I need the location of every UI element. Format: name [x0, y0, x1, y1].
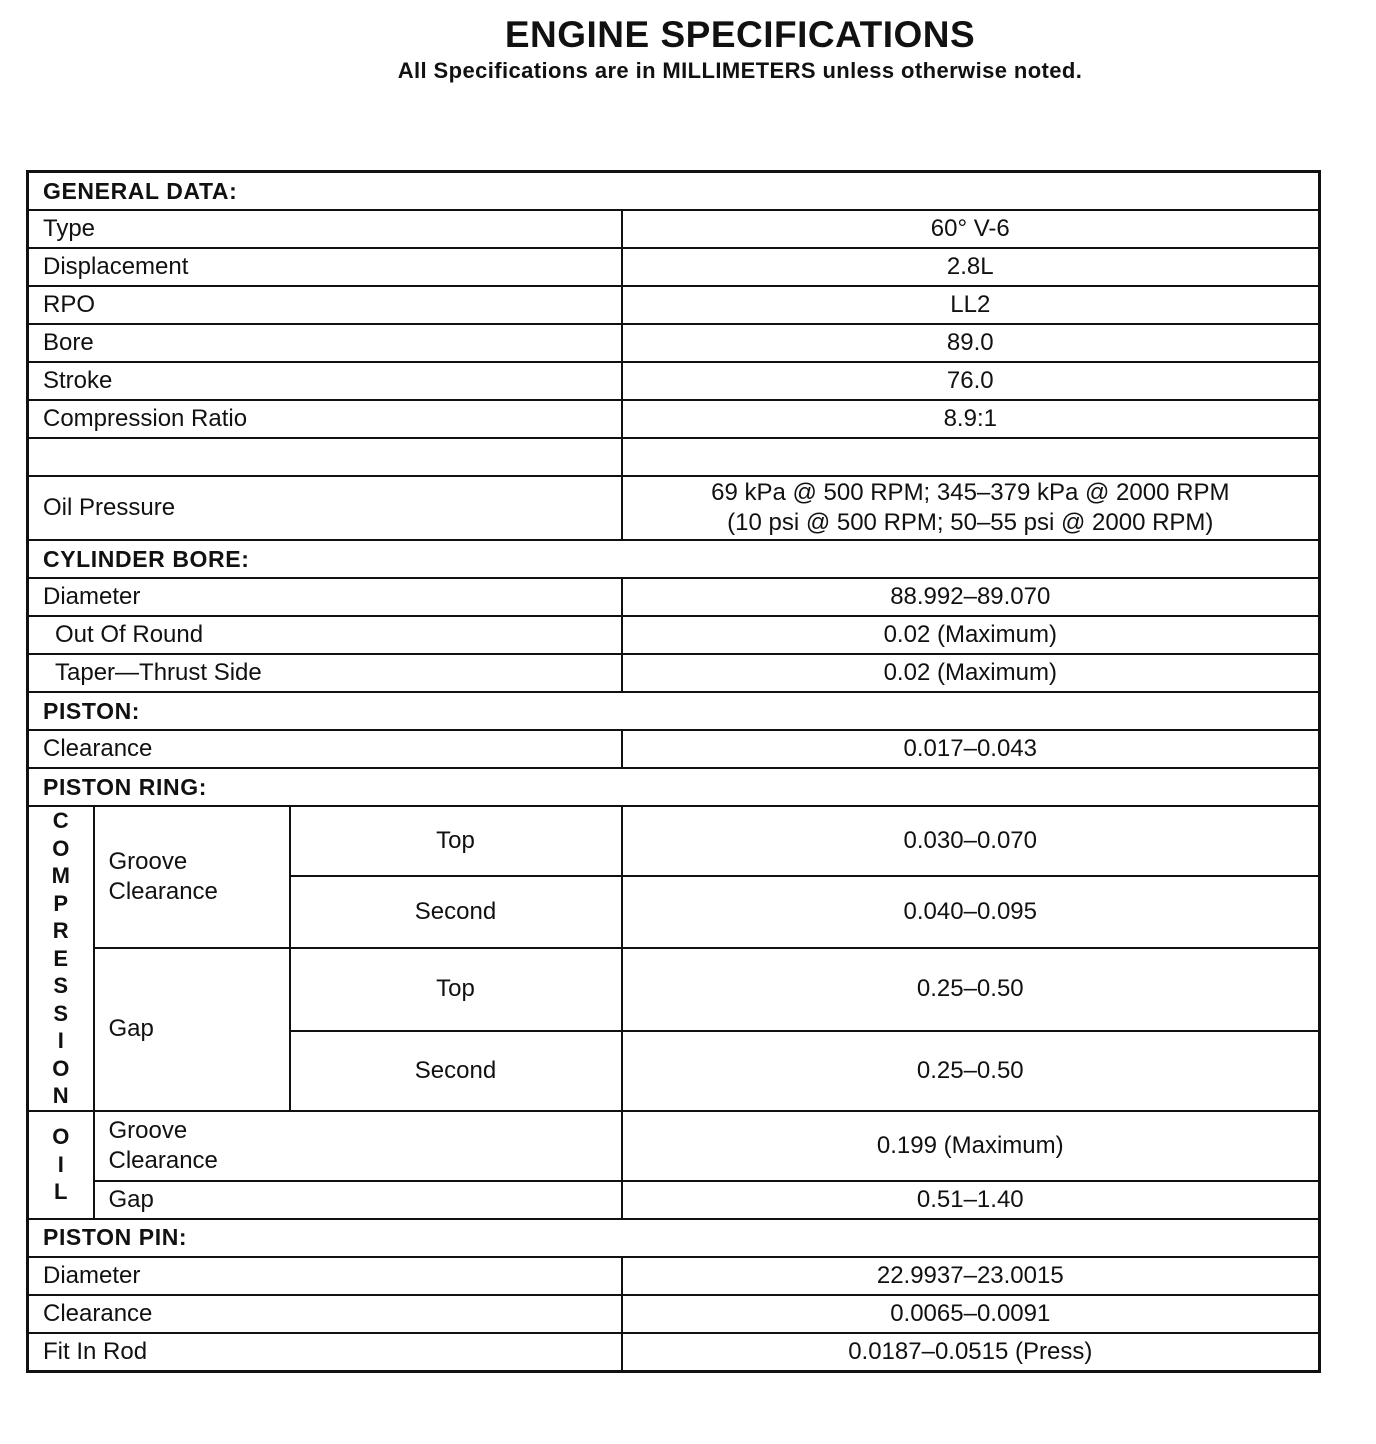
section-heading-cylinder-bore: CYLINDER BORE: — [28, 540, 1320, 578]
table-row — [28, 210, 1320, 248]
compression-letter: C — [52, 808, 69, 833]
engine-spec-table — [26, 170, 1321, 1373]
groove-top-label: Top — [290, 806, 622, 876]
compression-letter: O — [52, 835, 70, 861]
compression-letter: M — [51, 863, 70, 888]
gap-top-label: Top — [290, 948, 622, 1031]
row-value-bore: 89.0 — [622, 324, 1320, 362]
oil-groove-value: 0.199 (Maximum) — [622, 1111, 1320, 1181]
page-subtitle: All Specifications are in MILLIMETERS unless otherwise noted. — [397, 58, 1083, 83]
groove-second-value: 0.040–0.095 — [622, 876, 1320, 948]
table-row — [28, 654, 1320, 692]
row-value-oil-pressure — [622, 476, 1320, 540]
oil-letter: I — [57, 1151, 64, 1177]
table-row-empty — [28, 438, 1320, 476]
empty-cell — [622, 438, 1320, 476]
row-label-piston-clearance: Clearance — [28, 730, 622, 768]
row-value-fit-in-rod: 0.0187–0.0515 (Press) — [622, 1333, 1320, 1372]
oil-vertical-label — [28, 1111, 94, 1219]
row-value-compression-ratio: 8.9:1 — [622, 400, 1320, 438]
oil-gap-label: Gap — [94, 1181, 622, 1219]
table-row — [28, 948, 1320, 1031]
gap-second-label: Second — [290, 1031, 622, 1111]
row-label-bore: Bore — [28, 324, 622, 362]
oil-groove-line1: Groove — [108, 1116, 188, 1144]
section-heading-piston-pin: PISTON PIN: — [28, 1219, 1320, 1257]
section-heading-piston: PISTON: — [28, 692, 1320, 730]
compression-vertical-label — [28, 806, 94, 1111]
section-heading-general: GENERAL DATA: — [28, 172, 1320, 211]
table-row — [28, 362, 1320, 400]
compression-letters — [43, 807, 79, 1110]
row-label-bore-diameter: Diameter — [28, 578, 622, 616]
compression-letter: R — [52, 918, 69, 943]
gap-top-value: 0.25–0.50 — [622, 948, 1320, 1031]
oil-pressure-line2: (10 psi @ 500 RPM; 50–55 psi @ 2000 RPM) — [727, 509, 1214, 536]
page-title: ENGINE SPECIFICATIONS — [504, 14, 976, 55]
row-value-displacement: 2.8L — [622, 248, 1320, 286]
table-row — [28, 400, 1320, 438]
gap-label: Gap — [94, 948, 290, 1111]
row-label-displacement: Displacement — [28, 248, 622, 286]
table-row — [28, 1111, 1320, 1181]
section-row-cylinder-bore — [28, 540, 1320, 578]
oil-letter: O — [52, 1124, 70, 1150]
table-row — [28, 324, 1320, 362]
row-value-pin-clearance: 0.0065–0.0091 — [622, 1295, 1320, 1333]
oil-letter: L — [54, 1179, 68, 1205]
row-label-out-of-round: Out Of Round — [28, 616, 622, 654]
section-row-general — [28, 172, 1320, 211]
groove-clearance-label — [94, 806, 290, 948]
row-label-stroke: Stroke — [28, 362, 622, 400]
groove-clearance-line2: Clearance — [108, 878, 218, 905]
groove-second-label: Second — [290, 876, 622, 948]
row-label-compression-ratio: Compression Ratio — [28, 400, 622, 438]
empty-cell — [28, 438, 622, 476]
oil-pressure-line1: 69 kPa @ 500 RPM; 345–379 kPa @ 2000 RPM — [711, 479, 1230, 506]
table-row — [28, 616, 1320, 654]
row-label-oil-pressure: Oil Pressure — [28, 476, 622, 540]
groove-clearance-line1: Groove — [108, 848, 188, 875]
oil-groove-line2: Clearance — [108, 1146, 218, 1174]
row-value-taper: 0.02 (Maximum) — [622, 654, 1320, 692]
table-row — [28, 286, 1320, 324]
row-value-out-of-round: 0.02 (Maximum) — [622, 616, 1320, 654]
table-row — [28, 730, 1320, 768]
compression-letter: P — [53, 890, 69, 916]
row-label-pin-clearance: Clearance — [28, 1295, 622, 1333]
row-value-stroke: 76.0 — [622, 362, 1320, 400]
compression-letter: E — [53, 945, 69, 971]
row-label-rpo: RPO — [28, 286, 622, 324]
row-label-pin-diameter: Diameter — [28, 1257, 622, 1295]
section-row-piston-pin — [28, 1219, 1320, 1257]
oil-gap-value: 0.51–1.40 — [622, 1181, 1320, 1219]
table-row — [28, 1295, 1320, 1333]
row-label-taper: Taper—Thrust Side — [28, 654, 622, 692]
table-row — [28, 806, 1320, 876]
row-value-piston-clearance: 0.017–0.043 — [622, 730, 1320, 768]
table-row — [28, 1333, 1320, 1372]
row-label-type: Type — [28, 210, 622, 248]
compression-letter: N — [52, 1083, 69, 1108]
compression-letter: S — [53, 973, 69, 998]
compression-letter: S — [53, 1000, 69, 1026]
row-value-rpo: LL2 — [622, 286, 1320, 324]
section-row-piston — [28, 692, 1320, 730]
oil-letters — [43, 1123, 79, 1206]
row-value-pin-diameter: 22.9937–23.0015 — [622, 1257, 1320, 1295]
gap-second-value: 0.25–0.50 — [622, 1031, 1320, 1111]
compression-letter: O — [52, 1055, 70, 1081]
row-value-type: 60° V-6 — [622, 210, 1320, 248]
table-row — [28, 578, 1320, 616]
row-label-fit-in-rod: Fit In Rod — [28, 1333, 622, 1372]
row-value-bore-diameter: 88.992–89.070 — [622, 578, 1320, 616]
oil-groove-clearance-label — [94, 1111, 622, 1181]
compression-letter: I — [57, 1028, 64, 1053]
table-row — [28, 1181, 1320, 1219]
table-row — [28, 476, 1320, 540]
table-row — [28, 248, 1320, 286]
table-row — [28, 1257, 1320, 1295]
section-heading-piston-ring: PISTON RING: — [28, 768, 1320, 806]
section-row-piston-ring — [28, 768, 1320, 806]
groove-top-value: 0.030–0.070 — [622, 806, 1320, 876]
